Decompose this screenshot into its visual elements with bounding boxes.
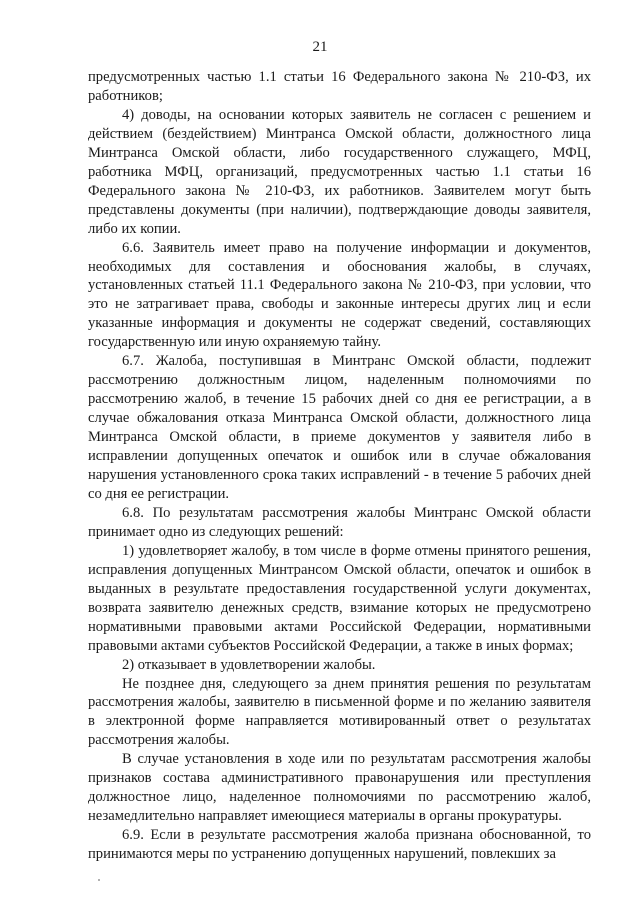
paragraph-6-7: 6.7. Жалоба, поступившая в Минтранс Омской области, подлежит рассмотрению должностным лицом, наделенным полномочиями по рассмотрению жалоб, в течение 15 рабочих дней со дня ее регистрации, а в случае обжалования отказа Минтранса Омской области, должностного лица Минтранса Омской области, в приеме документов у заявителя либо в исправлении допущенных опечаток и ошибок или в случае обжалования нарушения установленного срока таких исправлений - в течение 5 рабочих дней со дня ее регистрации.: [88, 353, 591, 502]
paragraph-6-6: 6.6. Заявитель имеет право на получение информации и документов, необходимых для составления и обоснования жалобы, в случаях, установленных статьей 11.1 Федерального закона № 210-ФЗ, при условии, что это не затрагивает права, свободы и законные интересы других лиц и если указанные информация и документы не содержат сведений, составляющих государственную или иную охраняемую тайну.: [88, 239, 591, 351]
paragraph-item-4: 4) доводы, на основании которых заявитель не согласен с решением и действием (бездействием) Минтранса Омской области, должностного лица Минтранса Омской области, либо государственного служащего, МФЦ, работника МФЦ, организаций, предусмотренных частью 1.1 статьи 16 Федерального закона № 210-ФЗ, их работников. Заявителем могут быть представлены документы (при наличии), подтверждающие доводы заявителя, либо их копии.: [88, 106, 591, 237]
paragraph-6-8: 6.8. По результатам рассмотрения жалобы Минтранс Омской области принимает одно из следующих решений:: [88, 504, 591, 540]
body-text: [88, 68, 591, 864]
paragraph-6-9: 6.9. Если в результате рассмотрения жалоба признана обоснованной, то принимаются меры по устранению допущенных нарушений, повлекших за: [88, 827, 591, 863]
scan-artifact: [98, 879, 100, 881]
paragraph-response-deadline: Не позднее дня, следующего за днем принятия решения по результатам рассмотрения жалобы, заявителю в письменной форме и по желанию заявителя в электронной форме направляется мотивированный ответ о результатах рассмотрения жалобы.: [88, 675, 591, 749]
paragraph-prosecution: В случае установления в ходе или по результатам рассмотрения жалобы признаков состава административного правонарушения или преступления должностное лицо, наделенное полномочиями по рассмотрению жалоб, незамедлительно направляет имеющиеся материалы в органы прокуратуры.: [88, 751, 591, 825]
paragraph-continuation: предусмотренных частью 1.1 статьи 16 Федерального закона № 210-ФЗ, их работников;: [88, 69, 591, 104]
page-number: 21: [312, 39, 328, 55]
paragraph-decision-2: 2) отказывает в удовлетворении жалобы.: [122, 656, 376, 673]
paragraph-decision-1: 1) удовлетворяет жалобу, в том числе в форме отмены принятого решения, исправления допущенных Минтрансом Омской области, опечаток и ошибок в выданных в результате предоставления государственной услуги документах, возврата заявителю денежных средств, взимание которых не предусмотрено нормативными правовыми актами Российской Федерации, нормативными правовыми актами субъектов Российской Федерации, а также в иных формах;: [88, 542, 591, 654]
